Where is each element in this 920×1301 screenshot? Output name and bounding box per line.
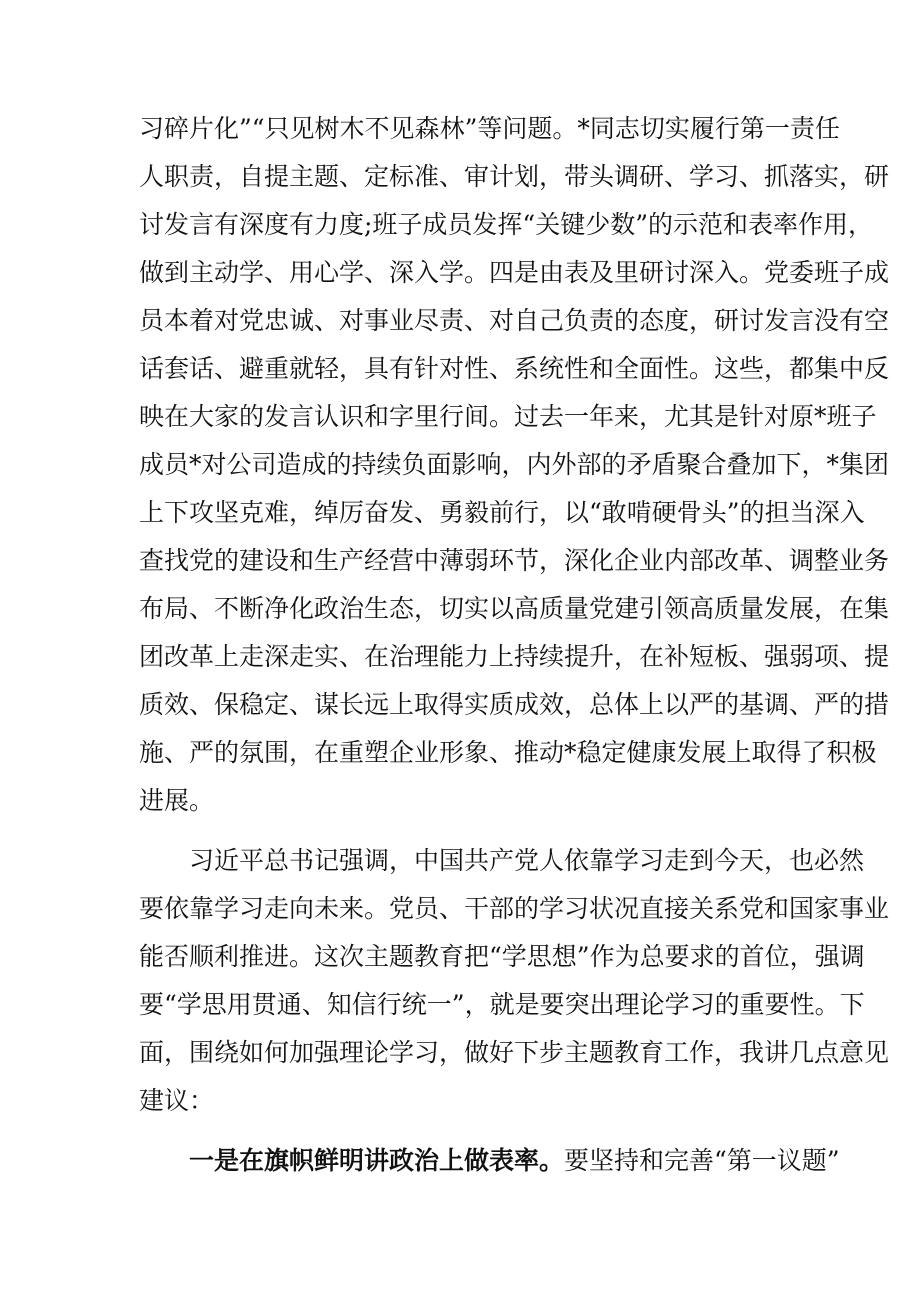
paragraph-line: 要“学思用贯通、知信行统一”，就是要突出理论学习的重要性。下 [139, 990, 865, 1019]
paragraph-line: 查找党的建设和生产经营中薄弱环节，深化企业内部改革、调整业务 [139, 546, 890, 575]
paragraph-line: 质效、保稳定、谋长远上取得实质成效，总体上以严的基调、严的措 [139, 690, 890, 719]
paragraph-line: 讨发言有深度有力度;班子成员发挥“关键少数”的示范和表率作用， [139, 210, 873, 239]
paragraph-line: 要依靠学习走向未来。党员、干部的学习状况直接关系党和国家事业 [139, 894, 890, 923]
paragraph-line: 习碎片化”“只见树木不见森林”等问题。*同志切实履行第一责任 [139, 114, 840, 143]
paragraph-line: 面，围绕如何加强理论学习，做好下步主题教育工作，我讲几点意见 [139, 1038, 890, 1067]
paragraph-line: 建议： [139, 1086, 215, 1115]
paragraph-line: 员本着对党忠诚、对事业尽责、对自己负责的态度，研讨发言没有空 [139, 306, 890, 335]
section-heading: 一是在旗帜鲜明讲政治上做表率。 [189, 1146, 565, 1175]
paragraph-line: 成员*对公司造成的持续负面影响，内外部的矛盾聚合叠加下，*集团 [139, 450, 890, 479]
paragraph-line: 映在大家的发言认识和字里行间。过去一年来，尤其是针对原*班子 [139, 402, 877, 431]
paragraph-line: 做到主动学、用心学、深入学。四是由表及里研讨深入。党委班子成 [139, 258, 890, 287]
paragraph-first-line: 习近平总书记强调，中国共产党人依靠学习走到今天，也必然 [189, 846, 865, 875]
section-heading-line [189, 1142, 840, 1180]
paragraph-line: 上下攻坚克难，绰厉奋发、勇毅前行，以“敢啃硬骨头”的担当深入 [139, 498, 865, 527]
paragraph-line: 人职责，自提主题、定标准、审计划，带头调研、学习、抓落实，研 [139, 162, 890, 191]
section-body-text: 要坚持和完善“第一议题” [564, 1146, 840, 1175]
paragraph-line: 施、严的氛围，在重塑企业形象、推动*稳定健康发展上取得了积极 [139, 738, 877, 767]
paragraph-line: 进展。 [139, 786, 215, 815]
paragraph-line: 布局、不断净化政治生态，切实以高质量党建引领高质量发展，在集 [139, 594, 890, 623]
paragraph-line: 团改革上走深走实、在治理能力上持续提升，在补短板、强弱项、提 [139, 642, 890, 671]
paragraph-line: 能否顺利推进。这次主题教育把“学思想”作为总要求的首位，强调 [139, 942, 865, 971]
paragraph-line: 话套话、避重就轻，具有针对性、系统性和全面性。这些，都集中反 [139, 354, 890, 383]
